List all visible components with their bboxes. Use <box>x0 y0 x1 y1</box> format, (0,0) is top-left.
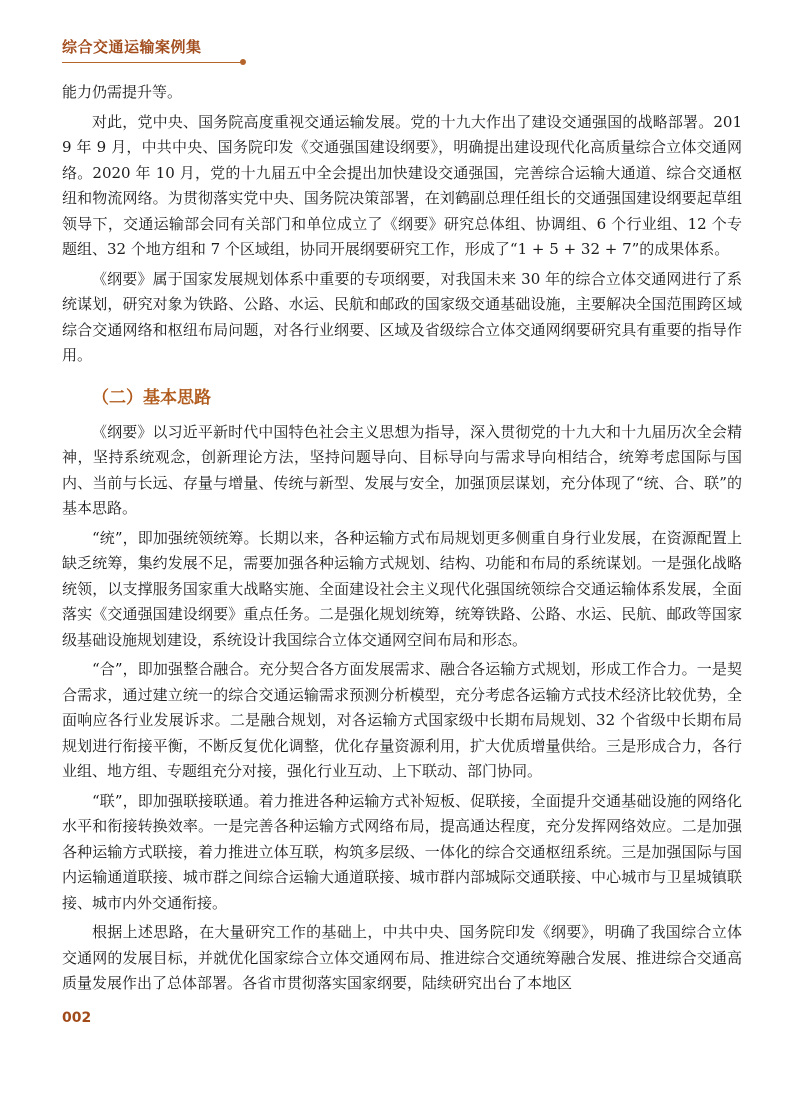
paragraph-he: “合”，即加强整合融合。充分契合各方面发展需求、融合各运输方式规划，形成工作合力。一是契合需求，通过建立统一的综合交通运输需求预测分析模型，充分考虑各运输方式技术经济比较优势，全面响应各行业发展诉求。二是融合规划，对各运输方式国家级中长期布局规划、32 个省级中长期布局规划进行衔接平衡，不断反复优化调整，优化存量资源利用，扩大优质增量供给。三是形成合力，各行业组、地方组、专题组充分对接，强化行业互动、上下联动、部门协同。 <box>62 660 742 780</box>
header-divider-dot <box>240 59 246 65</box>
paragraph-conclusion: 根据上述思路，在大量研究工作的基础上，中共中央、国务院印发《纲要》，明确了我国综合立体交通网的发展目标，并就优化国家综合立体交通网布局、推进综合交通统筹融合发展、推进综合交通高质量发展作出了总体部署。各省市贯彻落实国家纲要，陆续研究出台了本地区 <box>62 923 742 992</box>
page-body <box>62 80 742 1001</box>
paragraph-background: 对此，党中央、国务院高度重视交通运输发展。党的十九大作出了建设交通强国的战略部署。2019 年 9 月，中共中央、国务院印发《交通强国建设纲要》，明确提出建设现代化高质量综合立体交通网络。2020 年 10 月，党的十九届五中全会提出加快建设交通强国，完善综合运输大通道、综合交通枢纽和物流网络。为贯彻落实党中央、国务院决策部署，在刘鹤副总理任组长的交通强国建设纲要起草组领导下，交通运输部会同有关部门和单位成立了《纲要》研究总体组、协调组、6 个行业组、12 个专题组、32 个地方组和 7 个区域组，协同开展纲要研究工作，形成了“1 + 5 + 32 + 7”的成果体系。 <box>62 112 742 258</box>
header-divider <box>62 62 242 63</box>
paragraph-tong: “统”，即加强统领统筹。长期以来，各种运输方式布局规划更多侧重自身行业发展，在资源配置上缺乏统筹，集约发展不足，需要加强各种运输方式规划、结构、功能和布局的系统谋划。一是强化战略统领，以支撑服务国家重大战略实施、全面建设社会主义现代化强国统领综合交通运输体系发展，全面落实《交通强国建设纲要》重点任务。二是强化规划统筹，统筹铁路、公路、水运、民航、邮政等国家级基础设施规划建设，系统设计我国综合立体交通网空间布局和形态。 <box>62 528 742 649</box>
page-number: 002 <box>62 1010 92 1026</box>
running-header-title: 综合交通运输案例集 <box>62 38 202 56</box>
paragraph-outline-role: 《纲要》属于国家发展规划体系中重要的专项纲要，对我国未来 30 年的综合立体交通网进行了系统谋划，研究对象为铁路、公路、水运、民航和邮政的国家级交通基础设施，主要解决全国范围跨区域综合交通网络和枢纽布局问题，对各行业纲要、区域及省级综合立体交通网纲要研究具有重要的指导作用。 <box>62 269 742 364</box>
paragraph-continued: 能力仍需提升等。 <box>62 83 183 101</box>
paragraph-guiding-thought: 《纲要》以习近平新时代中国特色社会主义思想为指导，深入贯彻党的十九大和十九届历次全会精神，坚持系统观念，创新理论方法，坚持问题导向、目标导向与需求导向相结合，统筹考虑国际与国内、当前与长远、存量与增量、传统与新型、发展与安全，加强顶层谋划，充分体现了“统、合、联”的基本思路。 <box>62 422 742 517</box>
paragraph-lian: “联”，即加强联接联通。着力推进各种运输方式补短板、促联接，全面提升交通基础设施的网络化水平和衔接转换效率。一是完善各种运输方式网络布局，提高通达程度，充分发挥网络效应。二是加强各种运输方式联接，着力推进立体互联，构筑多层级、一体化的综合交通枢纽系统。三是加强国际与国内运输通道联接、城市群之间综合运输大通道联接、城市群内部城际交通联接、中心城市与卫星城镇联接、城市内外交通衔接。 <box>62 791 742 912</box>
section-heading: （二）基本思路 <box>92 387 211 408</box>
